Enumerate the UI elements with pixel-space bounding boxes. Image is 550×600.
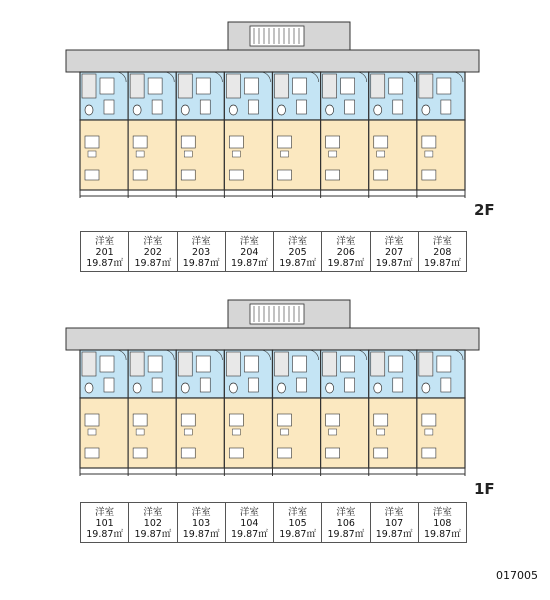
toilet (181, 105, 189, 115)
unit-number: 201 (95, 247, 114, 258)
toilet (422, 105, 430, 115)
unit-type: 洋室 (336, 507, 356, 518)
tv-stand (326, 170, 340, 180)
entrance (130, 74, 144, 98)
staircase (250, 304, 304, 324)
entrance (226, 74, 240, 98)
unit-area: 19.87㎡ (86, 529, 123, 540)
unit-type: 洋室 (191, 236, 211, 247)
kitchen-sink (248, 100, 258, 114)
unit-type: 洋室 (288, 236, 308, 247)
chair (425, 151, 433, 157)
tv-stand (326, 448, 340, 458)
unit-legend-1f (80, 502, 466, 543)
unit-area: 19.87㎡ (231, 258, 268, 269)
entrance (130, 352, 144, 376)
entrance (226, 352, 240, 376)
unit-bath (341, 78, 355, 94)
unit-type: 洋室 (239, 236, 259, 247)
tv-stand (374, 170, 388, 180)
tv-stand (181, 448, 195, 458)
chair (232, 429, 240, 435)
kitchen-sink (441, 100, 451, 114)
kitchen-sink (200, 378, 210, 392)
unit-area: 19.87㎡ (134, 529, 172, 540)
toilet (278, 105, 286, 115)
desk (326, 136, 340, 148)
kitchen-sink (441, 378, 451, 392)
unit-number: 204 (240, 247, 259, 258)
chair (329, 151, 337, 157)
chair (184, 151, 192, 157)
unit-number: 207 (385, 247, 404, 258)
unit-bath (389, 78, 403, 94)
entrance (275, 352, 289, 376)
unit-bath (244, 356, 258, 372)
entrance (371, 352, 385, 376)
desk (422, 414, 436, 426)
unit-area: 19.87㎡ (327, 258, 365, 269)
toilet (422, 383, 430, 393)
unit-bath (341, 356, 355, 372)
toilet (326, 383, 334, 393)
unit-type: 洋室 (336, 236, 356, 247)
desk (181, 414, 195, 426)
unit-bath (148, 356, 162, 372)
chair (136, 151, 144, 157)
entrance (82, 352, 96, 376)
unit-bath (389, 356, 403, 372)
kitchen-sink (393, 378, 403, 392)
kitchen-sink (104, 100, 114, 114)
unit-number: 101 (95, 518, 114, 529)
entrance (371, 74, 385, 98)
tv-stand (133, 448, 147, 458)
tv-stand (374, 448, 388, 458)
unit-bath (196, 78, 210, 94)
kitchen-sink (345, 100, 355, 114)
unit-bath (293, 78, 307, 94)
unit-bath (437, 78, 451, 94)
tv-stand (229, 170, 243, 180)
kitchen-sink (297, 378, 307, 392)
unit-number: 107 (385, 518, 404, 529)
entrance (419, 352, 433, 376)
unit-type: 洋室 (384, 507, 404, 518)
unit-label-101 (80, 502, 129, 543)
unit-label-208 (418, 231, 467, 272)
unit-area: 19.87㎡ (424, 529, 461, 540)
unit-area: 19.87㎡ (375, 258, 413, 269)
unit-number: 205 (288, 247, 307, 258)
toilet (133, 383, 141, 393)
unit-label-204 (225, 231, 274, 272)
desk (133, 136, 147, 148)
chair (281, 151, 289, 157)
toilet (181, 383, 189, 393)
unit-number: 203 (192, 247, 211, 258)
toilet (374, 383, 382, 393)
unit-type: 洋室 (384, 236, 404, 247)
unit-area: 19.87㎡ (375, 529, 413, 540)
desk (326, 414, 340, 426)
unit-area: 19.87㎡ (134, 258, 172, 269)
desk (85, 136, 99, 148)
desk (278, 136, 292, 148)
unit-area: 19.87㎡ (279, 529, 316, 540)
unit-type: 洋室 (239, 507, 259, 518)
tv-stand (85, 448, 99, 458)
unit-label-103 (177, 502, 226, 543)
unit-type: 洋室 (288, 507, 308, 518)
unit-bath (196, 356, 210, 372)
kitchen-sink (104, 378, 114, 392)
property-code: 017005 (496, 569, 538, 582)
entrance (323, 352, 337, 376)
tv-stand (85, 170, 99, 180)
unit-number: 108 (433, 518, 452, 529)
toilet (85, 383, 93, 393)
unit-number: 104 (240, 518, 259, 529)
unit-area: 19.87㎡ (182, 258, 220, 269)
chair (377, 151, 385, 157)
unit-type: 洋室 (95, 236, 115, 247)
unit-bath (244, 78, 258, 94)
unit-label-205 (273, 231, 322, 272)
unit-number: 202 (143, 247, 162, 258)
chair (136, 429, 144, 435)
entrance (178, 74, 192, 98)
toilet (278, 383, 286, 393)
desk (278, 414, 292, 426)
chair (184, 429, 192, 435)
chair (88, 429, 96, 435)
unit-type: 洋室 (432, 507, 452, 518)
unit-label-102 (128, 502, 177, 543)
desk (133, 414, 147, 426)
unit-area: 19.87㎡ (327, 529, 365, 540)
unit-number: 208 (433, 247, 452, 258)
unit-label-203 (177, 231, 226, 272)
unit-label-104 (225, 502, 274, 543)
chair (232, 151, 240, 157)
unit-area: 19.87㎡ (182, 529, 220, 540)
unit-number: 105 (288, 518, 307, 529)
unit-bath (293, 356, 307, 372)
common-corridor (66, 50, 479, 72)
unit-bath (100, 78, 114, 94)
tv-stand (278, 448, 292, 458)
toilet (229, 383, 237, 393)
unit-number: 102 (143, 518, 162, 529)
desk (374, 136, 388, 148)
toilet (133, 105, 141, 115)
toilet (326, 105, 334, 115)
unit-area: 19.87㎡ (86, 258, 123, 269)
chair (425, 429, 433, 435)
kitchen-sink (297, 100, 307, 114)
floor-label-2f: 2F (474, 201, 495, 219)
unit-label-201 (80, 231, 129, 272)
desk (181, 136, 195, 148)
unit-area: 19.87㎡ (231, 529, 268, 540)
unit-label-108 (418, 502, 467, 543)
unit-legend-2f (80, 231, 466, 272)
entrance (275, 74, 289, 98)
kitchen-sink (200, 100, 210, 114)
unit-label-105 (273, 502, 322, 543)
common-corridor (66, 328, 479, 350)
chair (88, 151, 96, 157)
staircase (250, 26, 304, 46)
entrance (323, 74, 337, 98)
chair (377, 429, 385, 435)
entrance (419, 74, 433, 98)
unit-bath (148, 78, 162, 94)
desk (229, 136, 243, 148)
chair (329, 429, 337, 435)
kitchen-sink (393, 100, 403, 114)
unit-type: 洋室 (432, 236, 452, 247)
unit-area: 19.87㎡ (279, 258, 316, 269)
unit-label-207 (370, 231, 419, 272)
unit-type: 洋室 (143, 236, 163, 247)
desk (374, 414, 388, 426)
unit-label-206 (321, 231, 370, 272)
kitchen-sink (248, 378, 258, 392)
entrance (178, 352, 192, 376)
entrance (82, 74, 96, 98)
unit-number: 106 (336, 518, 355, 529)
toilet (229, 105, 237, 115)
unit-type: 洋室 (143, 507, 163, 518)
unit-label-107 (370, 502, 419, 543)
unit-label-202 (128, 231, 177, 272)
unit-type: 洋室 (191, 507, 211, 518)
floor-label-1f: 1F (474, 480, 495, 498)
unit-label-106 (321, 502, 370, 543)
kitchen-sink (345, 378, 355, 392)
unit-bath (437, 356, 451, 372)
chair (281, 429, 289, 435)
toilet (85, 105, 93, 115)
unit-type: 洋室 (95, 507, 115, 518)
desk (85, 414, 99, 426)
tv-stand (181, 170, 195, 180)
tv-stand (133, 170, 147, 180)
kitchen-sink (152, 100, 162, 114)
toilet (374, 105, 382, 115)
kitchen-sink (152, 378, 162, 392)
desk (422, 136, 436, 148)
unit-number: 103 (192, 518, 211, 529)
tv-stand (422, 170, 436, 180)
tv-stand (229, 448, 243, 458)
tv-stand (422, 448, 436, 458)
desk (229, 414, 243, 426)
unit-number: 206 (336, 247, 355, 258)
unit-area: 19.87㎡ (424, 258, 461, 269)
tv-stand (278, 170, 292, 180)
unit-bath (100, 356, 114, 372)
